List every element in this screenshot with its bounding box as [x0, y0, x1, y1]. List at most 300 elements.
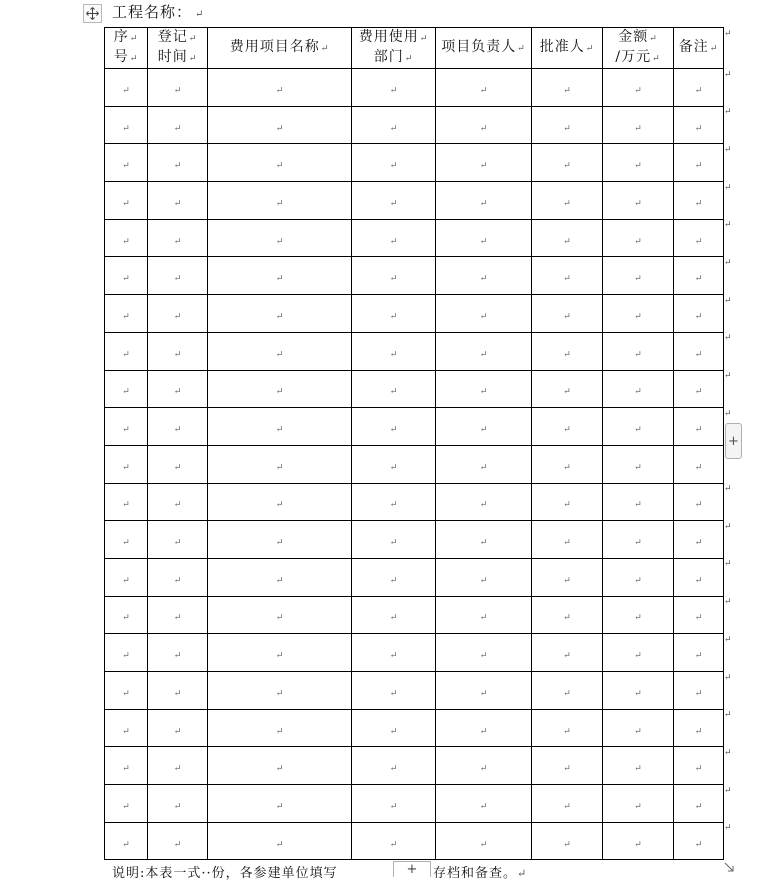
- column-header: [532, 28, 603, 69]
- table-cell[interactable]: [105, 332, 148, 370]
- table-cell[interactable]: [105, 822, 148, 860]
- table-cell[interactable]: [436, 144, 532, 182]
- table-cell[interactable]: [436, 747, 532, 785]
- table-cell[interactable]: [352, 822, 436, 860]
- cell-mark-icon: ↵: [173, 613, 182, 624]
- table-cell[interactable]: [105, 219, 148, 257]
- table-cell[interactable]: [603, 106, 674, 144]
- table-cell[interactable]: [352, 257, 436, 295]
- plus-icon: +: [728, 433, 739, 449]
- cell-mark-icon: ↵: [479, 198, 488, 209]
- cell-mark-icon: ↵: [634, 425, 642, 436]
- cell-mark-icon: ↵: [275, 613, 284, 624]
- cell-mark-icon: ↵: [122, 123, 130, 134]
- cell-mark-icon: ↵: [694, 198, 703, 209]
- table-cell[interactable]: [352, 182, 436, 220]
- table-cell[interactable]: [674, 69, 724, 107]
- cell-mark-icon: ↵: [122, 538, 130, 549]
- table-cell[interactable]: [674, 332, 724, 370]
- table-cell[interactable]: [674, 558, 724, 596]
- cell-mark-icon: ↵: [694, 801, 703, 812]
- table-cell[interactable]: [148, 558, 208, 596]
- table-cell[interactable]: [105, 144, 148, 182]
- table-header-row: [105, 28, 724, 69]
- table-cell[interactable]: [105, 106, 148, 144]
- cell-mark-icon: ↵: [122, 500, 130, 511]
- table-cell[interactable]: [148, 521, 208, 559]
- table-cell[interactable]: [352, 558, 436, 596]
- table-cell[interactable]: [105, 709, 148, 747]
- table-cell[interactable]: [352, 634, 436, 672]
- table-cell[interactable]: [352, 370, 436, 408]
- table-cell[interactable]: [674, 822, 724, 860]
- table-cell[interactable]: [208, 558, 352, 596]
- cell-mark-icon: ↵: [275, 500, 284, 511]
- table-cell[interactable]: [436, 672, 532, 710]
- table-cell[interactable]: [532, 596, 603, 634]
- table-row: [105, 483, 724, 521]
- table-row: [105, 370, 724, 408]
- cell-mark-icon: ↵: [173, 462, 182, 473]
- table-cell[interactable]: [436, 558, 532, 596]
- table-cell[interactable]: [105, 596, 148, 634]
- table-cell[interactable]: [148, 747, 208, 785]
- table-cell[interactable]: [352, 747, 436, 785]
- cell-mark-icon: ↵: [694, 274, 703, 285]
- cell-mark-icon: ↵: [479, 500, 488, 511]
- cell-mark-icon: ↵: [694, 236, 703, 247]
- cell-mark-icon: ↵: [634, 462, 642, 473]
- cell-mark-icon: ↵: [634, 726, 642, 737]
- cell-mark-icon: ↵: [563, 311, 571, 322]
- table-cell[interactable]: [532, 332, 603, 370]
- table-cell[interactable]: [603, 370, 674, 408]
- cell-mark-icon: ↵: [634, 764, 642, 775]
- cell-mark-icon: ↵: [563, 387, 571, 398]
- cell-mark-icon: ↵: [173, 161, 182, 172]
- cell-mark-icon: ↵: [389, 839, 398, 850]
- table-cell[interactable]: [208, 672, 352, 710]
- table-cell[interactable]: [603, 747, 674, 785]
- cell-mark-icon: ↵: [563, 161, 571, 172]
- table-cell[interactable]: [436, 295, 532, 333]
- table-cell[interactable]: [208, 408, 352, 446]
- add-column-button[interactable]: [725, 423, 742, 459]
- table-cell[interactable]: [208, 295, 352, 333]
- cell-mark-icon: ↵: [694, 500, 703, 511]
- table-cell[interactable]: [674, 596, 724, 634]
- cell-mark-icon: ↵: [173, 500, 182, 511]
- table-cell[interactable]: [436, 822, 532, 860]
- table-cell[interactable]: [674, 408, 724, 446]
- row-end-mark-icon: ↵: [724, 408, 732, 419]
- cell-mark-icon: ↵: [389, 613, 398, 624]
- column-header: [148, 28, 208, 69]
- table-cell[interactable]: [674, 257, 724, 295]
- cell-mark-icon: ↵: [694, 613, 703, 624]
- table-row: [105, 672, 724, 710]
- table-cell[interactable]: [532, 785, 603, 823]
- row-end-mark-icon: ↵: [724, 182, 732, 193]
- table-cell[interactable]: [603, 634, 674, 672]
- table-cell[interactable]: [148, 144, 208, 182]
- table-cell[interactable]: [674, 785, 724, 823]
- cell-mark-icon: ↵: [694, 688, 703, 699]
- table-cell[interactable]: [603, 257, 674, 295]
- row-end-mark-icon: ↵: [724, 785, 732, 796]
- table-cell[interactable]: [436, 182, 532, 220]
- table-cell[interactable]: [532, 558, 603, 596]
- cell-mark-icon: ↵: [694, 839, 703, 850]
- cell-mark-icon: ↵: [563, 839, 571, 850]
- column-header: [352, 28, 436, 69]
- cell-mark-icon: ↵: [634, 311, 642, 322]
- cell-mark-icon: ↵: [563, 726, 571, 737]
- table-cell[interactable]: [532, 634, 603, 672]
- table-cell[interactable]: [674, 182, 724, 220]
- table-cell[interactable]: [352, 445, 436, 483]
- cell-mark-icon: ↵: [389, 311, 398, 322]
- cell-mark-icon: ↵: [389, 801, 398, 812]
- table-cell[interactable]: [436, 332, 532, 370]
- table-cell[interactable]: [208, 521, 352, 559]
- cell-mark-icon: ↵: [122, 651, 130, 662]
- table-cell[interactable]: [436, 521, 532, 559]
- table-cell[interactable]: [105, 634, 148, 672]
- table-cell[interactable]: [352, 483, 436, 521]
- table-row: [105, 558, 724, 596]
- table-resize-handle[interactable]: [724, 862, 738, 875]
- table-row: [105, 295, 724, 333]
- cell-mark-icon: ↵: [173, 274, 182, 285]
- table-cell[interactable]: [532, 747, 603, 785]
- cell-mark-icon: ↵: [634, 651, 642, 662]
- table-cell[interactable]: [352, 521, 436, 559]
- table-cell[interactable]: [532, 257, 603, 295]
- cell-mark-icon: ↵: [389, 500, 398, 511]
- table-cell[interactable]: [352, 144, 436, 182]
- table-cell[interactable]: [352, 106, 436, 144]
- table-cell[interactable]: [674, 747, 724, 785]
- table-cell[interactable]: [148, 822, 208, 860]
- table-cell[interactable]: [208, 634, 352, 672]
- table-cell[interactable]: [603, 144, 674, 182]
- table-cell[interactable]: [436, 445, 532, 483]
- table-cell[interactable]: [603, 558, 674, 596]
- table-cell[interactable]: [603, 219, 674, 257]
- table-cell[interactable]: [148, 332, 208, 370]
- table-cell[interactable]: [436, 408, 532, 446]
- table-cell[interactable]: [105, 521, 148, 559]
- table-cell[interactable]: [603, 521, 674, 559]
- column-header-line1: 批准人: [539, 39, 585, 55]
- table-cell[interactable]: [532, 69, 603, 107]
- table-cell[interactable]: [352, 332, 436, 370]
- table-cell[interactable]: [532, 709, 603, 747]
- paragraph-mark-icon: ↵: [649, 34, 658, 44]
- table-cell[interactable]: [603, 596, 674, 634]
- table-cell[interactable]: [674, 521, 724, 559]
- cell-mark-icon: ↵: [122, 726, 130, 737]
- column-header: [674, 28, 724, 69]
- table-move-handle[interactable]: [83, 4, 102, 23]
- table-cell[interactable]: [603, 182, 674, 220]
- table-cell[interactable]: [148, 596, 208, 634]
- table-cell[interactable]: [532, 144, 603, 182]
- table-cell[interactable]: [532, 106, 603, 144]
- cell-mark-icon: ↵: [634, 387, 642, 398]
- table-cell[interactable]: [674, 370, 724, 408]
- cell-mark-icon: ↵: [479, 688, 488, 699]
- cell-mark-icon: ↵: [122, 801, 130, 812]
- table-cell[interactable]: [532, 370, 603, 408]
- table-cell[interactable]: [532, 295, 603, 333]
- cell-mark-icon: ↵: [122, 161, 130, 172]
- table-cell[interactable]: [105, 747, 148, 785]
- table-cell[interactable]: [105, 483, 148, 521]
- table-cell[interactable]: [352, 785, 436, 823]
- table-cell[interactable]: [603, 483, 674, 521]
- row-end-mark-icon: ↵: [724, 220, 732, 231]
- table-cell[interactable]: [208, 596, 352, 634]
- paragraph-mark-icon: ↵: [652, 54, 661, 64]
- table-cell[interactable]: [603, 408, 674, 446]
- cell-mark-icon: ↵: [173, 123, 182, 134]
- cell-mark-icon: ↵: [563, 538, 571, 549]
- cell-mark-icon: ↵: [122, 688, 130, 699]
- cell-mark-icon: ↵: [389, 387, 398, 398]
- cell-mark-icon: ↵: [694, 85, 703, 96]
- table-cell[interactable]: [532, 521, 603, 559]
- table-cell[interactable]: [148, 634, 208, 672]
- cell-mark-icon: ↵: [173, 839, 182, 850]
- table-cell[interactable]: [352, 672, 436, 710]
- table-cell[interactable]: [105, 257, 148, 295]
- cell-mark-icon: ↵: [173, 236, 182, 247]
- table-cell[interactable]: [603, 709, 674, 747]
- row-end-mark-icon: ↵: [724, 371, 732, 381]
- cell-mark-icon: ↵: [634, 801, 642, 812]
- table-cell[interactable]: [674, 219, 724, 257]
- project-name-label: 工程名称：: [112, 3, 193, 21]
- paragraph-mark-icon: ↵: [320, 44, 330, 54]
- table-cell[interactable]: [352, 408, 436, 446]
- table-cell[interactable]: [148, 182, 208, 220]
- cell-mark-icon: ↵: [694, 311, 703, 322]
- table-cell[interactable]: [532, 408, 603, 446]
- cell-mark-icon: ↵: [563, 274, 571, 285]
- row-end-mark-icon: ↵: [724, 823, 732, 834]
- table-cell[interactable]: [436, 634, 532, 672]
- cell-mark-icon: ↵: [634, 85, 642, 96]
- table-cell[interactable]: [105, 672, 148, 710]
- table-cell[interactable]: [148, 106, 208, 144]
- cell-mark-icon: ↵: [389, 462, 398, 473]
- table-cell[interactable]: [674, 672, 724, 710]
- cell-mark-icon: ↵: [479, 311, 488, 322]
- cell-mark-icon: ↵: [389, 236, 398, 247]
- table-cell[interactable]: [208, 219, 352, 257]
- cell-mark-icon: ↵: [563, 613, 571, 624]
- cell-mark-icon: ↵: [173, 311, 182, 322]
- table-cell[interactable]: [208, 483, 352, 521]
- table-cell[interactable]: [436, 785, 532, 823]
- table-cell[interactable]: [674, 445, 724, 483]
- table-cell[interactable]: [532, 445, 603, 483]
- table-cell[interactable]: [532, 672, 603, 710]
- column-header-line2: 号: [113, 49, 129, 65]
- table-cell[interactable]: [352, 596, 436, 634]
- table-cell[interactable]: [352, 219, 436, 257]
- table-cell[interactable]: [208, 370, 352, 408]
- table-row: [105, 596, 724, 634]
- table-cell[interactable]: [436, 69, 532, 107]
- table-cell[interactable]: [603, 822, 674, 860]
- column-header: [208, 28, 352, 69]
- table-cell[interactable]: [208, 747, 352, 785]
- cell-mark-icon: ↵: [173, 764, 182, 775]
- cell-mark-icon: ↵: [634, 575, 642, 586]
- table-cell[interactable]: [148, 785, 208, 823]
- table-cell[interactable]: [674, 483, 724, 521]
- cell-mark-icon: ↵: [389, 274, 398, 285]
- table-cell[interactable]: [148, 483, 208, 521]
- cell-mark-icon: ↵: [275, 161, 284, 172]
- cell-mark-icon: ↵: [275, 387, 284, 398]
- table-cell[interactable]: [208, 709, 352, 747]
- table-row: [105, 332, 724, 370]
- table-cell[interactable]: [148, 257, 208, 295]
- cell-mark-icon: ↵: [563, 425, 571, 436]
- cell-mark-icon: ↵: [634, 613, 642, 624]
- table-cell[interactable]: [148, 408, 208, 446]
- table-cell[interactable]: [674, 634, 724, 672]
- cell-mark-icon: ↵: [122, 462, 130, 473]
- table-cell[interactable]: [105, 445, 148, 483]
- row-end-mark-icon: ↵: [724, 144, 732, 155]
- table-cell[interactable]: [208, 445, 352, 483]
- table-cell[interactable]: [603, 69, 674, 107]
- table-cell[interactable]: [105, 182, 148, 220]
- table-cell[interactable]: [105, 558, 148, 596]
- table-cell[interactable]: [208, 106, 352, 144]
- table-cell[interactable]: [532, 219, 603, 257]
- table-cell[interactable]: [148, 219, 208, 257]
- table-cell[interactable]: [603, 332, 674, 370]
- table-cell[interactable]: [148, 672, 208, 710]
- cell-mark-icon: ↵: [275, 764, 284, 775]
- table-cell[interactable]: [208, 144, 352, 182]
- cell-mark-icon: ↵: [173, 387, 182, 398]
- cell-mark-icon: ↵: [694, 161, 703, 172]
- cell-mark-icon: ↵: [389, 349, 398, 360]
- table-cell[interactable]: [148, 69, 208, 107]
- table-cell[interactable]: [352, 69, 436, 107]
- cell-mark-icon: ↵: [694, 538, 703, 549]
- table-cell[interactable]: [352, 295, 436, 333]
- cell-mark-icon: ↵: [634, 349, 642, 360]
- table-cell[interactable]: [105, 408, 148, 446]
- table-cell[interactable]: [436, 370, 532, 408]
- table-cell[interactable]: [352, 709, 436, 747]
- cell-mark-icon: ↵: [173, 801, 182, 812]
- cell-mark-icon: ↵: [479, 236, 488, 247]
- cell-mark-icon: ↵: [563, 575, 571, 586]
- paragraph-mark-icon: ↵: [709, 44, 719, 54]
- table-cell[interactable]: [436, 596, 532, 634]
- table-cell[interactable]: [148, 445, 208, 483]
- table-cell[interactable]: [674, 295, 724, 333]
- table-cell[interactable]: [603, 445, 674, 483]
- cell-mark-icon: ↵: [479, 274, 488, 285]
- table-cell[interactable]: [603, 295, 674, 333]
- table-cell[interactable]: [436, 709, 532, 747]
- project-name-line[interactable]: [112, 2, 204, 25]
- cell-mark-icon: ↵: [389, 161, 398, 172]
- cell-mark-icon: ↵: [634, 236, 642, 247]
- table-cell[interactable]: [105, 69, 148, 107]
- cell-mark-icon: ↵: [173, 198, 182, 209]
- table-cell[interactable]: [532, 483, 603, 521]
- table-cell[interactable]: [148, 370, 208, 408]
- table-cell[interactable]: [674, 106, 724, 144]
- paragraph-mark-icon: ↵: [585, 44, 595, 54]
- table-cell[interactable]: [603, 785, 674, 823]
- table-cell[interactable]: [436, 257, 532, 295]
- cell-mark-icon: ↵: [479, 801, 488, 812]
- column-header-line1: 登记: [157, 29, 188, 45]
- table-cell[interactable]: [105, 370, 148, 408]
- cell-mark-icon: ↵: [275, 651, 284, 662]
- cell-mark-icon: ↵: [275, 839, 284, 850]
- table-row: [105, 257, 724, 295]
- table-cell[interactable]: [436, 483, 532, 521]
- table-cell[interactable]: [148, 295, 208, 333]
- table-cell[interactable]: [208, 332, 352, 370]
- table-cell[interactable]: [674, 709, 724, 747]
- table-cell[interactable]: [436, 219, 532, 257]
- cell-mark-icon: ↵: [389, 425, 398, 436]
- table-cell[interactable]: [208, 257, 352, 295]
- table-cell[interactable]: [105, 295, 148, 333]
- table-cell[interactable]: [148, 709, 208, 747]
- cell-mark-icon: ↵: [173, 85, 182, 96]
- cell-mark-icon: ↵: [634, 839, 642, 850]
- table-cell[interactable]: [532, 182, 603, 220]
- paragraph-mark-icon: ↵: [129, 34, 139, 44]
- cell-mark-icon: ↵: [563, 651, 571, 662]
- table-cell[interactable]: [603, 672, 674, 710]
- cell-mark-icon: ↵: [694, 349, 703, 360]
- table-cell[interactable]: [208, 182, 352, 220]
- cell-mark-icon: ↵: [694, 387, 703, 398]
- row-end-mark-icon: ↵: [724, 295, 732, 306]
- table-row: [105, 785, 724, 823]
- paragraph-mark-icon: ↵: [188, 34, 198, 44]
- row-end-mark-icon: ↵: [724, 747, 732, 758]
- table-cell[interactable]: [208, 822, 352, 860]
- column-header-line1: 费用使用: [358, 29, 419, 45]
- table-cell[interactable]: [436, 106, 532, 144]
- table-cell[interactable]: [674, 144, 724, 182]
- table-cell[interactable]: [105, 785, 148, 823]
- table-cell[interactable]: [532, 822, 603, 860]
- footer-note-start: 说明:本表一式··份，各参建单位填写: [112, 866, 338, 881]
- table-cell[interactable]: [208, 785, 352, 823]
- cell-mark-icon: ↵: [275, 274, 284, 285]
- table-cell[interactable]: [208, 69, 352, 107]
- cell-mark-icon: ↵: [479, 575, 488, 586]
